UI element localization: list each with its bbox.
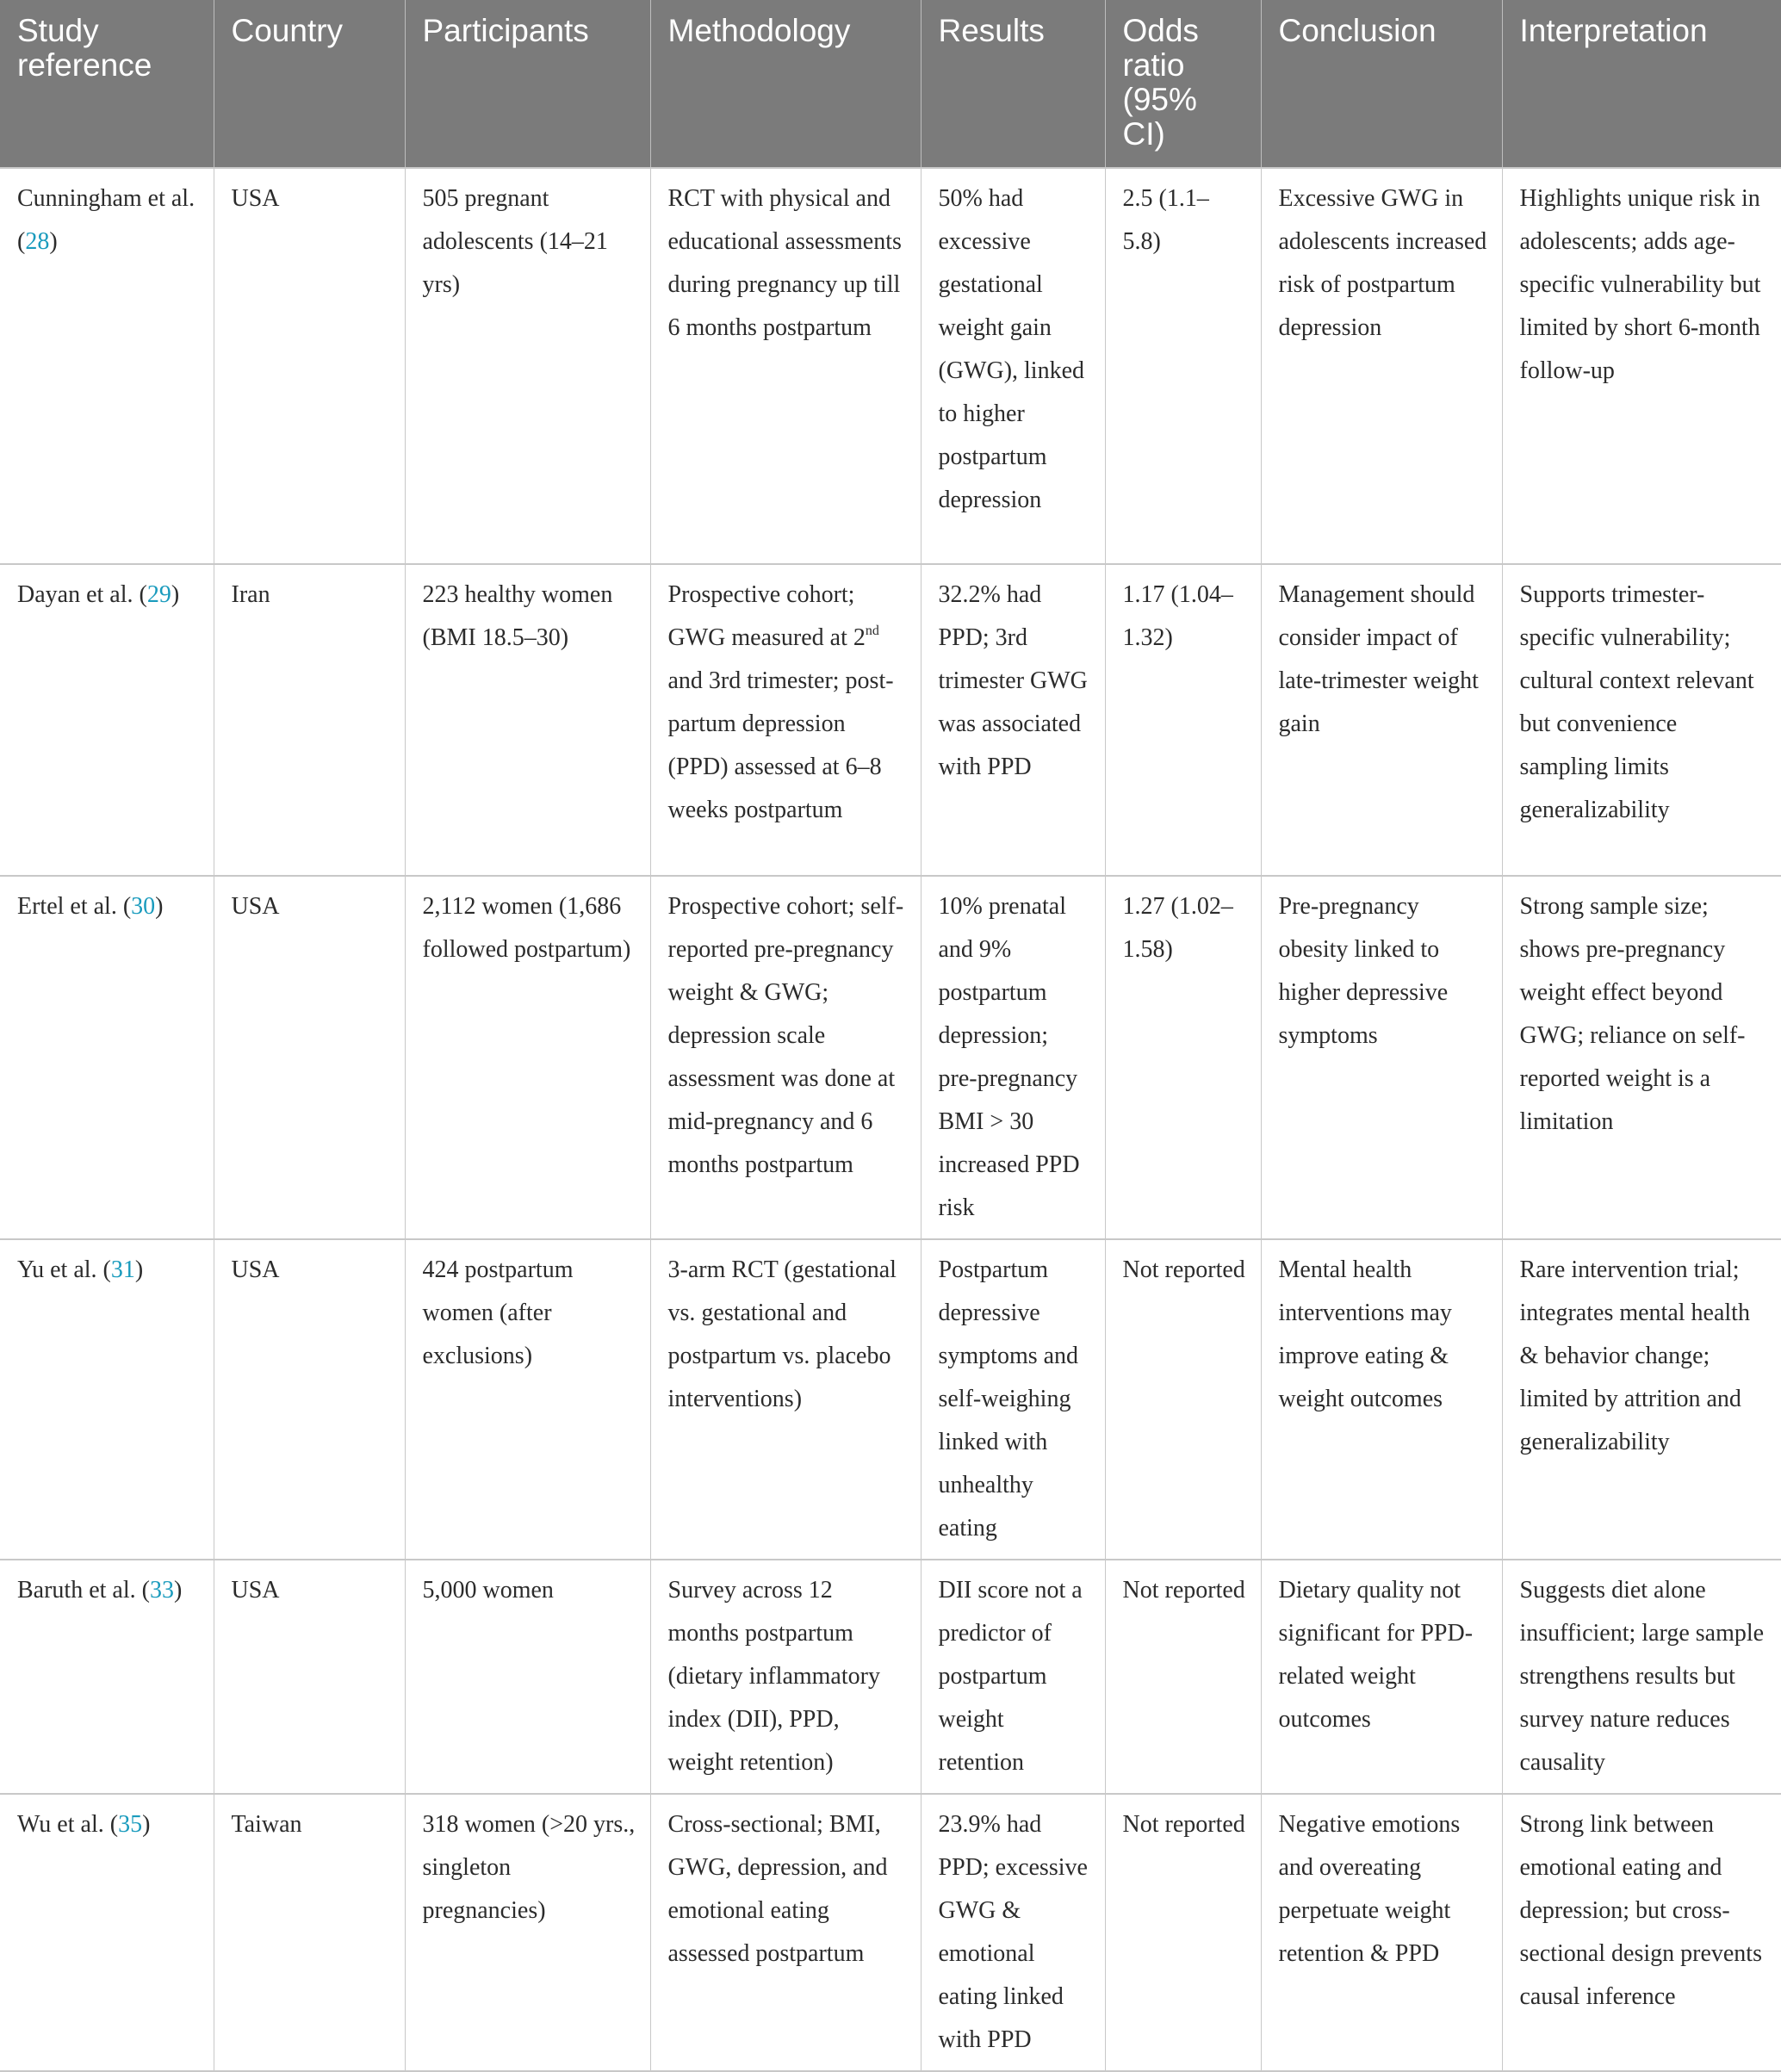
country-cell: USA bbox=[214, 1560, 405, 1794]
participants-cell: 5,000 women bbox=[405, 1560, 650, 1794]
participants-cell: 424 postpartum women (after exclusions) bbox=[405, 1239, 650, 1560]
study-author: Wu et al. bbox=[17, 1811, 104, 1838]
participants-cell: 223 healthy women (BMI 18.5–30) bbox=[405, 564, 650, 876]
study-reference-cell: Cunningham et al. (28) bbox=[0, 168, 214, 564]
results-cell: DII score not a predictor of postpartum weight retention bbox=[921, 1560, 1105, 1794]
country-cell: Taiwan bbox=[214, 1794, 405, 2071]
interpretation-cell: Strong sample size; shows pre-pregnancy weight effect beyond GWG; reliance on self-reported weight is a limitation bbox=[1502, 876, 1781, 1239]
study-author: Ertel et al. bbox=[17, 893, 117, 920]
interpretation-cell: Rare intervention trial; integrates mental health & behavior change; limited by attrition and generalizability bbox=[1502, 1239, 1781, 1560]
results-cell: 10% prenatal and 9% postpartum depression; pre-pregnancy BMI > 30 increased PPD risk bbox=[921, 876, 1105, 1239]
reference-link[interactable]: 28 bbox=[25, 228, 50, 255]
methodology-text: Prospective cohort; GWG measured at 2 bbox=[667, 581, 866, 651]
methodology-text: and 3rd trimester; post-partum depression (PPD) assessed at 6–8 weeks postpartum bbox=[667, 667, 894, 823]
interpretation-cell: Supports trimester-specific vulnerability; cultural context relevant but convenience sampling limits generalizability bbox=[1502, 564, 1781, 876]
results-cell: 32.2% had PPD; 3rd trimester GWG was associated with PPD bbox=[921, 564, 1105, 876]
methodology-cell: Survey across 12 months postpartum (dietary inflammatory index (DII), PPD, weight retention) bbox=[650, 1560, 921, 1794]
column-header: Interpretation bbox=[1502, 0, 1781, 168]
methodology-cell: 3-arm RCT (gestational vs. gestational and postpartum vs. placebo interventions) bbox=[650, 1239, 921, 1560]
participants-cell: 2,112 women (1,686 followed postpartum) bbox=[405, 876, 650, 1239]
odds-ratio-cell: Not reported bbox=[1105, 1794, 1261, 2071]
study-author: Dayan et al. bbox=[17, 581, 133, 608]
interpretation-cell: Highlights unique risk in adolescents; adds age-specific vulnerability but limited by short 6-month follow-up bbox=[1502, 168, 1781, 564]
column-header: Conclusion bbox=[1261, 0, 1502, 168]
odds-ratio-cell: 1.17 (1.04–1.32) bbox=[1105, 564, 1261, 876]
interpretation-cell: Strong link between emotional eating and depression; but cross-sectional design prevents causal inference bbox=[1502, 1794, 1781, 2071]
odds-ratio-cell: 1.27 (1.02–1.58) bbox=[1105, 876, 1261, 1239]
conclusion-cell: Pre-pregnancy obesity linked to higher depressive symptoms bbox=[1261, 876, 1502, 1239]
odds-ratio-cell: Not reported bbox=[1105, 1239, 1261, 1560]
study-reference-cell: Baruth et al. (33) bbox=[0, 1560, 214, 1794]
table-row bbox=[0, 1560, 1781, 1794]
odds-ratio-cell: 2.5 (1.1–5.8) bbox=[1105, 168, 1261, 564]
table-row bbox=[0, 876, 1781, 1239]
reference-link[interactable]: 29 bbox=[146, 581, 171, 608]
country-cell: Iran bbox=[214, 564, 405, 876]
column-header: Study reference bbox=[0, 0, 214, 168]
study-reference-cell: Wu et al. (35) bbox=[0, 1794, 214, 2071]
conclusion-cell: Management should consider impact of late-trimester weight gain bbox=[1261, 564, 1502, 876]
conclusion-cell: Dietary quality not significant for PPD-related weight outcomes bbox=[1261, 1560, 1502, 1794]
results-cell: Postpartum depressive symptoms and self-weighing linked with unhealthy eating bbox=[921, 1239, 1105, 1560]
study-author: Yu et al. bbox=[17, 1256, 97, 1283]
study-reference-cell: Yu et al. (31) bbox=[0, 1239, 214, 1560]
column-header: Country bbox=[214, 0, 405, 168]
reference-link[interactable]: 33 bbox=[149, 1577, 174, 1604]
reference-link[interactable]: 35 bbox=[118, 1811, 143, 1838]
study-author: Baruth et al. bbox=[17, 1577, 136, 1604]
interpretation-cell: Suggests diet alone insufficient; large sample strengthens results but survey nature reduces causality bbox=[1502, 1560, 1781, 1794]
conclusion-cell: Negative emotions and overeating perpetuate weight retention & PPD bbox=[1261, 1794, 1502, 2071]
table-row bbox=[0, 564, 1781, 876]
study-author: Cunningham et al. bbox=[17, 185, 195, 212]
study-reference-cell: Dayan et al. (29) bbox=[0, 564, 214, 876]
column-header: Participants bbox=[405, 0, 650, 168]
table-row bbox=[0, 1239, 1781, 1560]
reference-link[interactable]: 30 bbox=[131, 893, 156, 920]
methodology-cell bbox=[650, 564, 921, 876]
results-cell: 23.9% had PPD; excessive GWG & emotional eating linked with PPD bbox=[921, 1794, 1105, 2071]
methodology-cell: RCT with physical and educational assessments during pregnancy up till 6 months postpartum bbox=[650, 168, 921, 564]
column-header: Results bbox=[921, 0, 1105, 168]
conclusion-cell: Excessive GWG in adolescents increased risk of postpartum depression bbox=[1261, 168, 1502, 564]
participants-cell: 318 women (>20 yrs., singleton pregnancies) bbox=[405, 1794, 650, 2071]
methodology-cell: Cross-sectional; BMI, GWG, depression, and emotional eating assessed postpartum bbox=[650, 1794, 921, 2071]
study-reference-cell: Ertel et al. (30) bbox=[0, 876, 214, 1239]
results-cell: 50% had excessive gestational weight gain (GWG), linked to higher postpartum depression bbox=[921, 168, 1105, 564]
conclusion-cell: Mental health interventions may improve eating & weight outcomes bbox=[1261, 1239, 1502, 1560]
ordinal-superscript: nd bbox=[865, 623, 879, 638]
table-row bbox=[0, 168, 1781, 564]
country-cell: USA bbox=[214, 168, 405, 564]
participants-cell: 505 pregnant adolescents (14–21 yrs) bbox=[405, 168, 650, 564]
table-row bbox=[0, 1794, 1781, 2071]
country-cell: USA bbox=[214, 876, 405, 1239]
country-cell: USA bbox=[214, 1239, 405, 1560]
column-header: Methodology bbox=[650, 0, 921, 168]
table-header bbox=[0, 0, 1781, 168]
methodology-cell: Prospective cohort; self-reported pre-pregnancy weight & GWG; depression scale assessment was done at mid-pregnancy and 6 months postpartum bbox=[650, 876, 921, 1239]
column-header: Odds ratio (95% CI) bbox=[1105, 0, 1261, 168]
reference-link[interactable]: 31 bbox=[110, 1256, 135, 1283]
odds-ratio-cell: Not reported bbox=[1105, 1560, 1261, 1794]
